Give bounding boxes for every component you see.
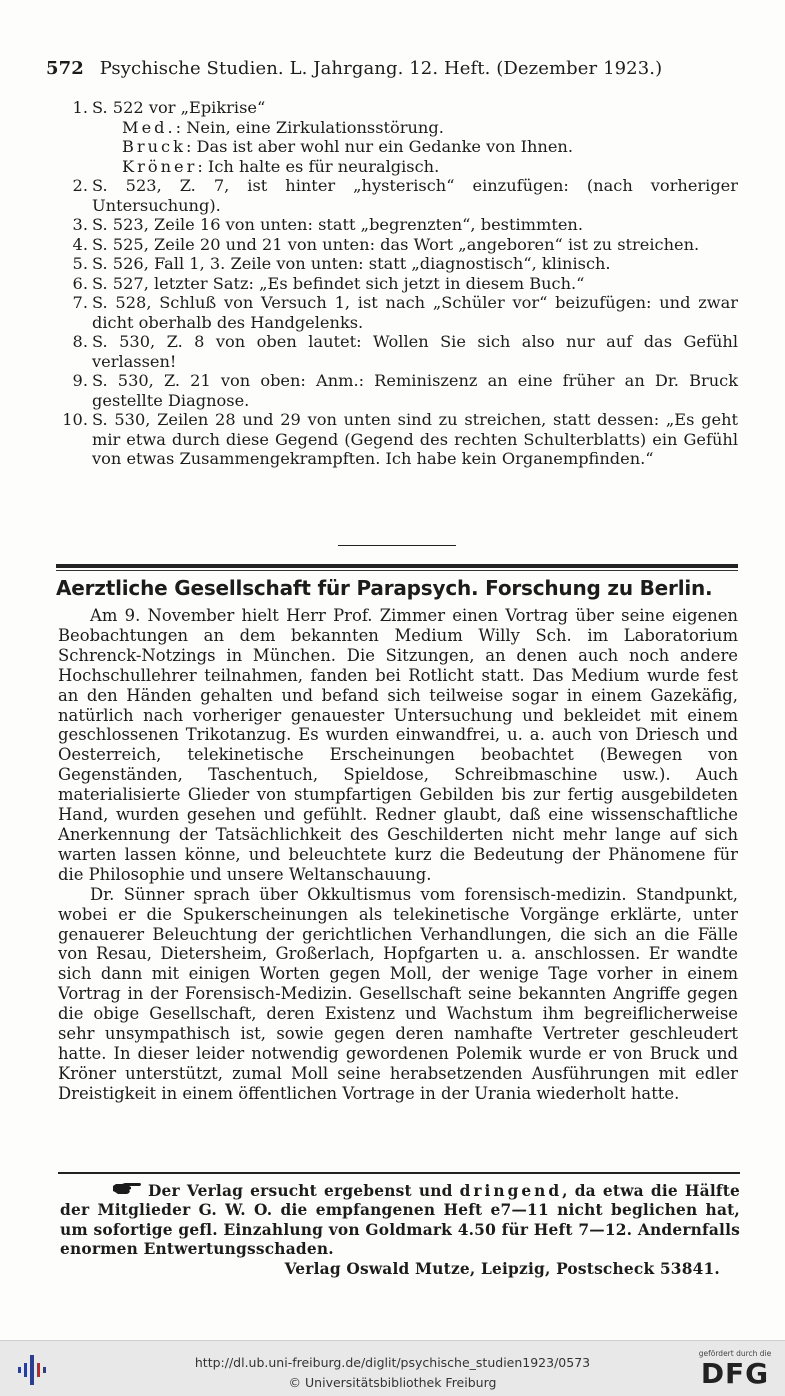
errata-list [58, 98, 738, 469]
notice-divider [58, 1172, 740, 1174]
errata-item [58, 410, 738, 469]
item-text: : Nein, eine Zirkulationsstörung. [175, 117, 444, 137]
errata-item [58, 215, 738, 235]
errata-item [58, 293, 738, 332]
item-text: S. 530, Zeilen 28 und 29 von unten sind zu streichen, statt dessen: „Es geht mir etwa durch diese Gegend (Gegend des rechten Schulterblatts) ein Gefühl von etwas Zusammengekrampften. Ich habe kein Organempfinden.“ [92, 410, 738, 468]
short-divider [338, 545, 456, 546]
item-text: S. 530, Z. 8 von oben lautet: Wollen Sie sich also nur auf das Gefühl verlassen! [92, 332, 738, 371]
item-text: S. 522 vor „Epikrise“ [92, 98, 266, 117]
item-text: S. 528, Schluß von Versuch 1, ist nach „Schüler vor“ beizufügen: und zwar dicht oberhalb des Handgelenks. [92, 293, 738, 332]
item-number: 6. [72, 273, 88, 293]
speaker-name: Bruck [122, 137, 186, 156]
dfg-wordmark: DFG [700, 1357, 770, 1390]
item-number: 10. [62, 410, 88, 429]
viewer-footer [0, 1340, 785, 1396]
thin-divider [56, 570, 738, 571]
document-url[interactable]: http://dl.ub.uni-freiburg.de/diglit/psychische_studien1923/0573 [194, 1355, 591, 1370]
notice-text: , da etwa die Hälfte der Mitglieder G. W. O. die empfangenen Heft e7—11 nicht beglichen hat, um sofortige gefl. Einzahlung von Goldmark 4.50 für Heft 7—12. Andernfalls enormen Entwertungsschaden. [60, 1182, 740, 1259]
item-text: S. 526, Fall 1, 3. Zeile von unten: statt „diagnostisch“, klinisch. [92, 254, 611, 273]
item-number: 7. [72, 293, 88, 312]
dfg-tagline: gefördert durch die [698, 1349, 772, 1358]
notice-text: Der Verlag ersucht ergebenst und [148, 1182, 453, 1200]
item-number: 4. [72, 234, 88, 254]
section-title: Aerztliche Gesellschaft für Parapsych. Forschung zu Berlin. [56, 576, 713, 600]
paragraph: Am 9. November hielt Herr Prof. Zimmer einen Vortrag über seine eigenen Beobachtungen an dem bekannten Medium Willy Sch. im Laboratorium Schrenck-Notzings in München. Die Sitzungen, an denen auch noch andere Hochschullehrer teilnahmen, fanden bei Rotlicht statt. Das Medium wurde fest an den Händen gehalten und befand sich teilweise sogar in einem Gazekäfig, natürlich nach vorheriger genauester Untersuchung und bekleidet mit einem geschlossenen Trikotanzug. Es wurden einwandfrei, u. a. auch von Driesch und Oesterreich, telekinetische Erscheinungen beobachtet (Bewegen von Gegenständen, Taschentuch, Spieldose, Schreibmaschine usw.). Auch materialisierte Glieder von stumpfartigen Gebilden bis zur fertig ausgebildeten Hand, wurden gesehen und gefühlt. Redner glaubt, daß eine wissenschaftliche Anerkennung der Tatsächlichkeit des Geschilderten nicht mehr lange auf sich warten lassen könne, und beleuchtete kurz die Bedeutung der Phänomene für die Philosophie und unsere Weltanschauung. [58, 606, 738, 884]
item-text: S. 523, Zeile 16 von unten: statt „begrenzten“, bestimmten. [92, 215, 584, 234]
item-number: 3. [72, 215, 88, 234]
item-number: 8. [72, 332, 88, 351]
item-text: S. 530, Z. 21 von oben: Anm.: Reminiszenz an eine früher an Dr. Bruck gestellte Diagnose. [92, 371, 738, 410]
paragraph: Dr. Sünner sprach über Okkultismus vom forensisch-medizin. Standpunkt, wobei er die Spukerscheinungen als telekinetische Vorgänge erklärte, unter genauerer Beleuchtung der gerichtlichen Verhandlungen, die sich an die Fälle von Resau, Dietersheim, Großerlach, Hopfgarten u. a. anschlossen. Er wandte sich dann mit einigen Worten gegen Moll, der wenige Tage vorher in einem Vortrag in der Forensisch-Medizin. Gesellschaft seine bekannten Angriffe gegen die obige Gesellschaft, deren Existenz und Wachstum ihm begreiflicherweise sehr unsympathisch ist, sowie gegen deren namhafte Vertreter geschleudert hatte. In dieser leider notwendig gewordenen Polemik wurde er von Bruck und Kröner unterstützt, zumal Moll seine herabsetzenden Ausführungen mit edler Dreistigkeit in einem öffentlichen Vortrage in der Urania wiederholt hatte. [58, 884, 738, 1103]
errata-item [58, 274, 738, 294]
pointing-hand-icon [112, 1182, 142, 1201]
errata-item [58, 176, 738, 215]
item-number: 9. [72, 371, 88, 390]
thick-divider [56, 564, 738, 568]
item-text: : Das ist aber wohl nur ein Gedanke von Ihnen. [185, 137, 573, 156]
errata-item [58, 254, 738, 274]
item-number: 2. [72, 176, 88, 195]
item-number: 5. [72, 254, 88, 273]
item-text: : Ich halte es für neuralgisch. [197, 156, 440, 176]
errata-item [58, 98, 738, 176]
item-text: S. 525, Zeile 20 und 21 von unten: das Wort „angeboren“ ist zu streichen. [92, 234, 700, 254]
item-text: S. 527, letzter Satz: „Es befindet sich jetzt in diesem Buch.“ [92, 273, 585, 293]
copyright-notice: © Universitätsbibliothek Freiburg [288, 1375, 497, 1390]
errata-item [58, 332, 738, 371]
notice-emphasis: dringend [459, 1182, 563, 1200]
publisher-signature: Verlag Oswald Mutze, Leipzig, Postscheck 53841. [284, 1259, 720, 1278]
publisher-notice [60, 1182, 740, 1279]
running-title: Psychische Studien. L. Jahrgang. 12. Heft. (Dezember 1923.) [99, 58, 663, 79]
dfg-logo-icon [692, 1349, 778, 1391]
item-text: S. 523, Z. 7, ist hinter „hysterisch“ einzufügen: (nach vorheriger Untersuchung). [92, 176, 738, 215]
speaker-name: Kröner [122, 156, 198, 176]
article-body [58, 606, 738, 1104]
running-header [46, 58, 746, 79]
errata-item [58, 371, 738, 410]
errata-item [58, 235, 738, 255]
page-number: 572 [46, 58, 84, 79]
item-number: 1. [72, 98, 88, 117]
speaker-name: Med. [122, 117, 176, 137]
